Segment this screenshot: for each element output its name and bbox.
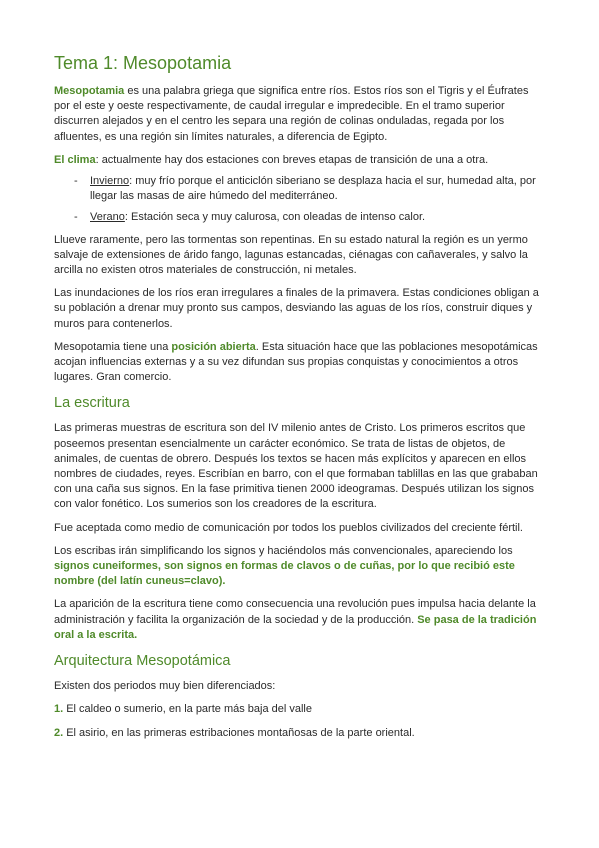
period-text: El caldeo o sumerio, en la parte más baja del valle bbox=[66, 703, 312, 716]
clima-label: El clima bbox=[54, 153, 96, 166]
cuneiforme-text: Los escribas irán simplificando los signos y haciéndolos más convencionales, apareciendo los bbox=[54, 544, 513, 557]
escritura-paragraph-2: Fue aceptada como medio de comunicación por todos los pueblos civilizados del creciente fértil. bbox=[54, 521, 523, 534]
period-number: 1. bbox=[54, 703, 64, 716]
document-title: Tema 1: Mesopotamia bbox=[54, 53, 232, 73]
llueve-paragraph: Llueve raramente, pero las tormentas son repentinas. En su estado natural la región es un yermo salvaje de extensiones de árido fango, lagunas estancadas, ciénagas con cañaverales, y salvo la arcilla no existen otros materiales de construcción, ni metales. bbox=[54, 233, 528, 277]
section-heading-arquitectura: Arquitectura Mesopotámica bbox=[54, 653, 231, 670]
list-item-invierno bbox=[74, 174, 539, 204]
intro-paragraph bbox=[54, 84, 539, 145]
posicion-term: posición abierta bbox=[171, 340, 256, 353]
verano-term: Verano bbox=[90, 211, 125, 224]
posicion-text-a: Mesopotamia tiene una bbox=[54, 340, 172, 353]
arquitectura-intro: Existen dos periodos muy bien diferenciados: bbox=[54, 680, 276, 693]
escritura-paragraph-1: Las primeras muestras de escritura son del IV milenio antes de Cristo. Los primeros escritos que poseemos presentan esencialmente un carácter económico. Se trata de listas de objetos, de animales, de cuentas de obrero. Después los textos se hacen más explícitos y aparecen en ellos nombres de ciudades, reyes. Escribían en barro, con el que formaban tablillas en las que grababan con una caña sus signos. En la fase primitiva tienen 2000 ideogramas. Después utilizan los signos con valor fonético. Los sumerios son los creadores de la escritura. bbox=[54, 422, 538, 511]
invierno-text: : muy frío porque el anticiclón siberiano se desplaza hacia el sur, humedad alta, por llegar las masas de aire húmedo del mediterráneo. bbox=[90, 175, 536, 203]
escritura-paragraph-4 bbox=[54, 597, 539, 643]
periods-list bbox=[54, 702, 539, 740]
invierno-term: Invierno bbox=[90, 175, 130, 188]
posicion-text-c: . Esta situación hace que las poblaciones mesopotámicas acojan influencias externas y a su vez difundan sus propias conquistas y conocimientos a otros lugares. Gran comercio. bbox=[54, 340, 538, 384]
list-dash: - bbox=[74, 175, 78, 188]
period-text: El asirio, en las primeras estribaciones montañosas de la parte oriental. bbox=[66, 726, 415, 739]
intro-term: Mesopotamia bbox=[54, 85, 125, 97]
verano-text: : Estación seca y muy calurosa, con oleadas de intenso calor. bbox=[124, 211, 426, 224]
cuneiforme-highlight: signos cuneiformes, son signos en formas de clavos o de cuñas, por lo que recibió este nombre (del latín cuneus=clavo). bbox=[54, 560, 515, 588]
list-dash: - bbox=[74, 211, 78, 224]
list-item-period-1 bbox=[54, 702, 539, 717]
inundaciones-paragraph: Las inundaciones de los ríos eran irregulares a finales de la primavera. Estas condiciones obligan a su población a drenar muy pronto sus campos, desviando las aguas de los ríos, construir diques y muros para contenerlos. bbox=[54, 287, 539, 330]
revolucion-text: La aparición de la escritura tiene como consecuencia una revolución pues impulsa hacia delante la administración y facilita la organización de la sociedad y de la producción. bbox=[54, 598, 536, 626]
posicion-paragraph bbox=[54, 340, 539, 386]
period-number: 2. bbox=[54, 726, 64, 739]
clima-paragraph bbox=[54, 153, 539, 168]
intro-text: es una palabra griega que significa entre ríos. Estos ríos son el Tigris y el Éufrates por el este y oeste respectivamente, de caudal irregular e impredecible. En el tramo superior discurren alejados y en el centro les separa una región de colinas onduladas, regada por los afluentes, es una región sin límites naturales, a diferencia de Egipto. bbox=[54, 85, 529, 143]
escritura-paragraph-3 bbox=[54, 544, 539, 590]
list-item-period-2 bbox=[54, 726, 539, 741]
clima-text: : actualmente hay dos estaciones con breves etapas de transición de una a otra. bbox=[95, 153, 489, 166]
seasons-list bbox=[54, 174, 539, 226]
section-heading-escritura: La escritura bbox=[54, 395, 130, 412]
list-item-verano bbox=[74, 210, 539, 225]
revolucion-highlight: Se pasa de la tradición oral a la escrita. bbox=[54, 613, 537, 641]
